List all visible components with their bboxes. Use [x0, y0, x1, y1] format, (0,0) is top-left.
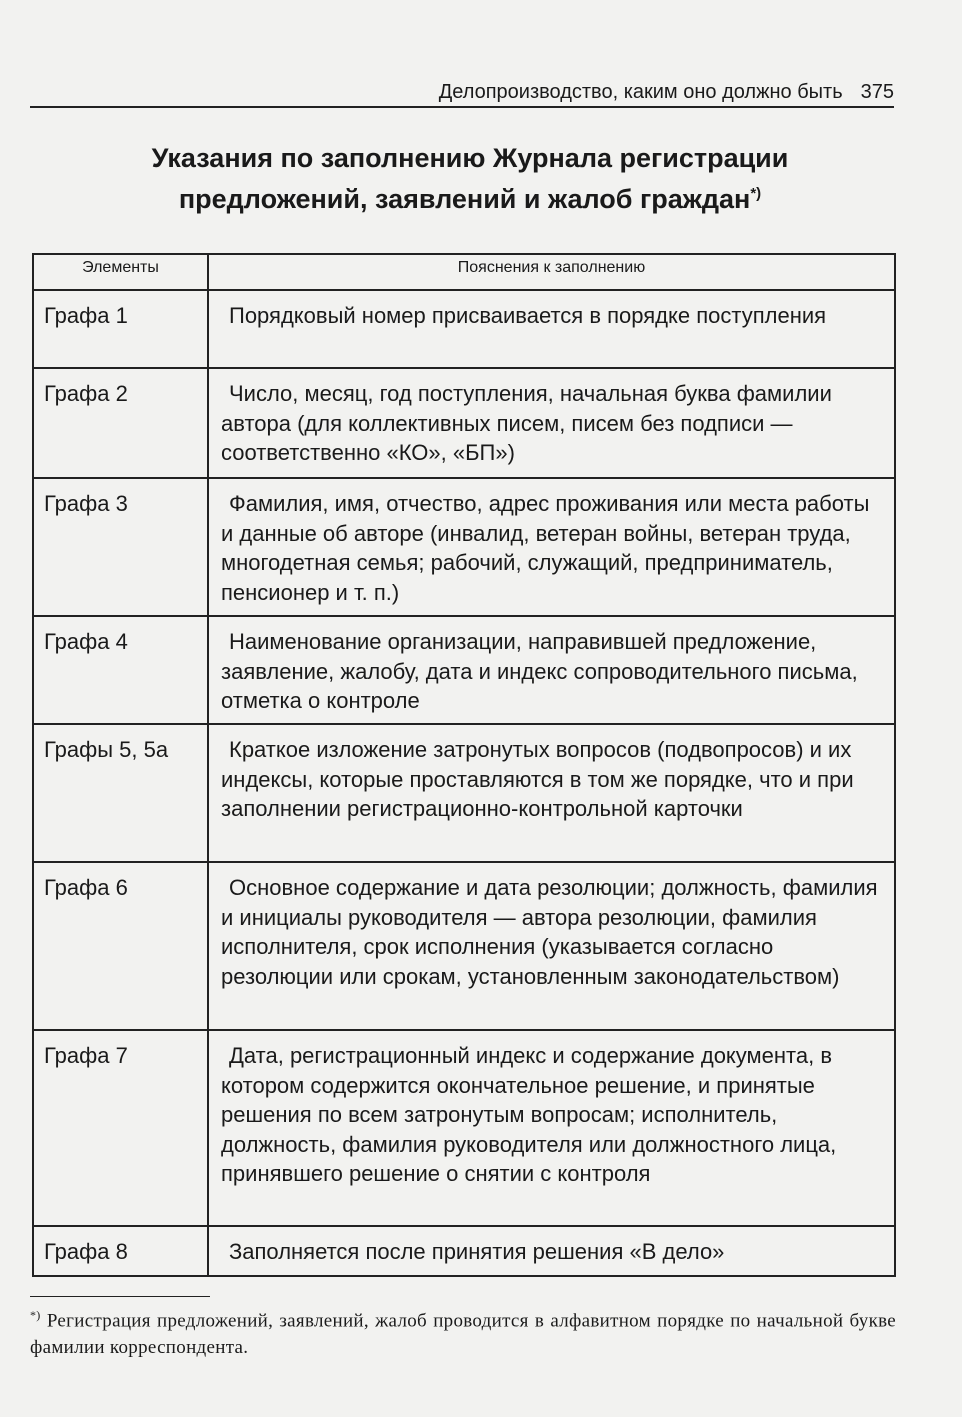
row-element: Графа 8 — [33, 1226, 208, 1276]
footnote-mark: *) — [30, 1308, 41, 1322]
title-footnote-mark: *) — [750, 185, 762, 202]
column-header-explanations: Пояснения к заполнению — [208, 254, 895, 290]
row-explanation-text: Порядковый номер присваивается в порядке поступления — [229, 303, 827, 328]
title-line-1: Указания по заполнению Журнала регистрации — [151, 143, 789, 173]
row-explanation — [208, 724, 895, 862]
column-header-elements: Элементы — [33, 254, 208, 290]
row-explanation — [208, 290, 895, 368]
row-explanation-text: Наименование организации, направившей предложение, заявление, жалобу, дата и индекс сопроводительного письма, отметка о контроле — [221, 629, 858, 713]
row-explanation — [208, 368, 895, 478]
row-explanation — [208, 862, 895, 1030]
page-title — [60, 140, 880, 217]
table-row — [33, 1030, 895, 1226]
row-explanation-text: Краткое изложение затронутых вопросов (подвопросов) и их индексы, которые проставляются в том же порядке, что и при заполнении регистрационно-контрольной карточки — [221, 737, 854, 821]
running-title: Делопроизводство, каким оно должно быть — [438, 81, 843, 103]
footnote-divider — [30, 1296, 210, 1297]
table-row — [33, 616, 895, 724]
row-element: Графа 7 — [33, 1030, 208, 1226]
page-number: 375 — [860, 81, 894, 103]
row-explanation-text: Дата, регистрационный индекс и содержание документа, в котором содержится окончательное решение, и принятые решения по всем затронутым вопросам; исполнитель, должность, фамилия руководителя или должностного лица, принявшего решение о снятии с контроля — [221, 1043, 837, 1186]
table-row — [33, 478, 895, 616]
row-explanation — [208, 1030, 895, 1226]
row-explanation — [208, 616, 895, 724]
row-explanation — [208, 1226, 895, 1276]
row-element: Графа 6 — [33, 862, 208, 1030]
row-explanation — [208, 478, 895, 616]
running-header — [30, 78, 894, 108]
row-element: Графа 3 — [33, 478, 208, 616]
row-element: Графа 4 — [33, 616, 208, 724]
title-line-2 — [60, 176, 880, 217]
row-element: Графа 2 — [33, 368, 208, 478]
row-explanation-text: Основное содержание и дата резолюции; должность, фамилия и инициалы руководителя — автора резолюции, фамилия исполнителя, срок исполнения (указывается согласно резолюции или срокам, установленным законодательством) — [221, 875, 878, 989]
table-row — [33, 862, 895, 1030]
table-header-row — [33, 254, 895, 290]
table-row — [33, 290, 895, 368]
row-explanation-text: Число, месяц, год поступления, начальная буква фамилии автора (для коллективных писем, писем без подписи — соответственно «КО», «БП») — [221, 381, 832, 465]
instructions-table — [32, 253, 896, 1277]
row-element: Графы 5, 5а — [33, 724, 208, 862]
table-row — [33, 1226, 895, 1276]
row-explanation-text: Заполняется после принятия решения «В дело» — [229, 1239, 725, 1264]
footnote — [30, 1302, 896, 1361]
row-element: Графа 1 — [33, 290, 208, 368]
table-row — [33, 368, 895, 478]
footnote-text: Регистрация предложений, заявлений, жалоб проводится в алфавитном порядке по начальной букве фамилии корреспондента. — [30, 1310, 896, 1359]
row-explanation-text: Фамилия, имя, отчество, адрес проживания или места работы и данные об авторе (инвалид, ветеран войны, ветеран труда, многодетная семья; рабочий, служащий, предприниматель, пенсионер и т. п.) — [221, 491, 870, 605]
title-line-2-text: предложений, заявлений и жалоб граждан — [178, 184, 751, 214]
table-row — [33, 724, 895, 862]
